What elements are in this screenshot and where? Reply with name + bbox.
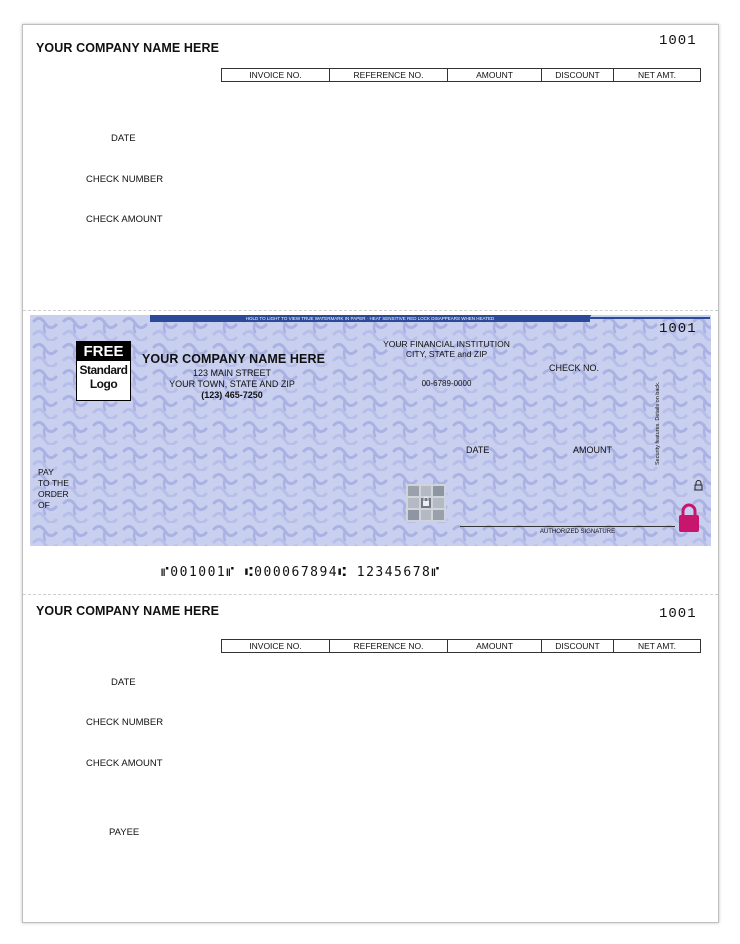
bottom-col-discount: DISCOUNT bbox=[542, 640, 614, 653]
security-side-text: Security features. Details on back. bbox=[655, 381, 661, 465]
hologram-icon bbox=[406, 484, 446, 522]
security-banner bbox=[150, 315, 590, 322]
signature-label: AUTHORIZED SIGNATURE bbox=[539, 529, 616, 535]
top-col-reference: REFERENCE NO. bbox=[330, 69, 448, 82]
check-company-street: 123 MAIN STREET bbox=[192, 368, 272, 378]
top-col-net-amt: NET AMT. bbox=[614, 69, 701, 82]
top-stub-check-number: 1001 bbox=[659, 33, 697, 49]
top-col-invoice: INVOICE NO. bbox=[222, 69, 330, 82]
bottom-col-reference: REFERENCE NO. bbox=[330, 640, 448, 653]
top-stub-check-number-label: CHECK NUMBER bbox=[86, 174, 164, 185]
of-label: OF bbox=[38, 500, 50, 510]
bottom-stub-payee-label: PAYEE bbox=[109, 827, 140, 838]
security-banner-text: HOLD TO LIGHT TO VIEW TRUE WATERMARK IN PAPER · HEAT SENSITIVE RED LOCK DISAPPEARS WHEN HEATED bbox=[245, 316, 495, 321]
amount-label: AMOUNT bbox=[573, 445, 612, 455]
top-perforation bbox=[23, 310, 718, 311]
logo-box bbox=[76, 341, 131, 401]
bottom-col-amount: AMOUNT bbox=[448, 640, 542, 653]
bottom-stub-date-label: DATE bbox=[111, 677, 136, 688]
logo-free-text: FREE bbox=[77, 342, 130, 361]
logo-logo-text: Logo bbox=[89, 377, 118, 391]
top-stub-company-name: YOUR COMPANY NAME HERE bbox=[36, 41, 220, 55]
check-company-name: YOUR COMPANY NAME HERE bbox=[142, 352, 326, 366]
pay-label: PAY bbox=[38, 467, 54, 477]
signature-line bbox=[460, 526, 675, 527]
mp-mark: MP bbox=[582, 315, 591, 320]
check-sheet bbox=[22, 24, 719, 923]
security-pattern bbox=[30, 315, 711, 546]
pay-to-the-order-of bbox=[38, 467, 69, 511]
top-col-amount: AMOUNT bbox=[448, 69, 542, 82]
check-no-label: CHECK NO. bbox=[549, 363, 600, 373]
check-company-city: YOUR TOWN, STATE AND ZIP bbox=[169, 379, 295, 389]
check-company-phone: (123) 465-7250 bbox=[201, 390, 263, 400]
bottom-perforation bbox=[23, 594, 718, 595]
order-label: ORDER bbox=[38, 489, 69, 499]
bank-city: CITY, STATE and ZIP bbox=[405, 349, 488, 359]
heat-sensitive-lock-icon bbox=[678, 503, 700, 538]
bottom-col-invoice: INVOICE NO. bbox=[222, 640, 330, 653]
logo-standard-text: Standard bbox=[79, 363, 128, 377]
top-col-discount: DISCOUNT bbox=[542, 69, 614, 82]
bank-fraction: 00-6789-0000 bbox=[421, 379, 472, 388]
top-stub-date-label: DATE bbox=[111, 133, 136, 144]
small-lock-icon bbox=[694, 478, 703, 496]
micr-line: ⑈001001⑈ ⑆000067894⑆ 12345678⑈ bbox=[161, 565, 441, 580]
bottom-stub-check-amount-label: CHECK AMOUNT bbox=[86, 758, 163, 769]
check-number: 1001 bbox=[659, 321, 697, 337]
bottom-col-net-amt: NET AMT. bbox=[614, 640, 701, 653]
bottom-stub-company-name: YOUR COMPANY NAME HERE bbox=[36, 604, 220, 618]
bottom-stub-check-number-label: CHECK NUMBER bbox=[86, 717, 164, 728]
top-stub-header-table bbox=[221, 68, 701, 82]
bottom-stub-check-number: 1001 bbox=[659, 606, 697, 622]
check-body bbox=[30, 315, 711, 546]
to-the-label: TO THE bbox=[38, 478, 69, 488]
bottom-stub-header-table bbox=[221, 639, 701, 653]
date-label: DATE bbox=[466, 445, 490, 455]
bank-name: YOUR FINANCIAL INSTITUTION bbox=[383, 339, 510, 349]
top-stub-check-amount-label: CHECK AMOUNT bbox=[86, 214, 163, 225]
